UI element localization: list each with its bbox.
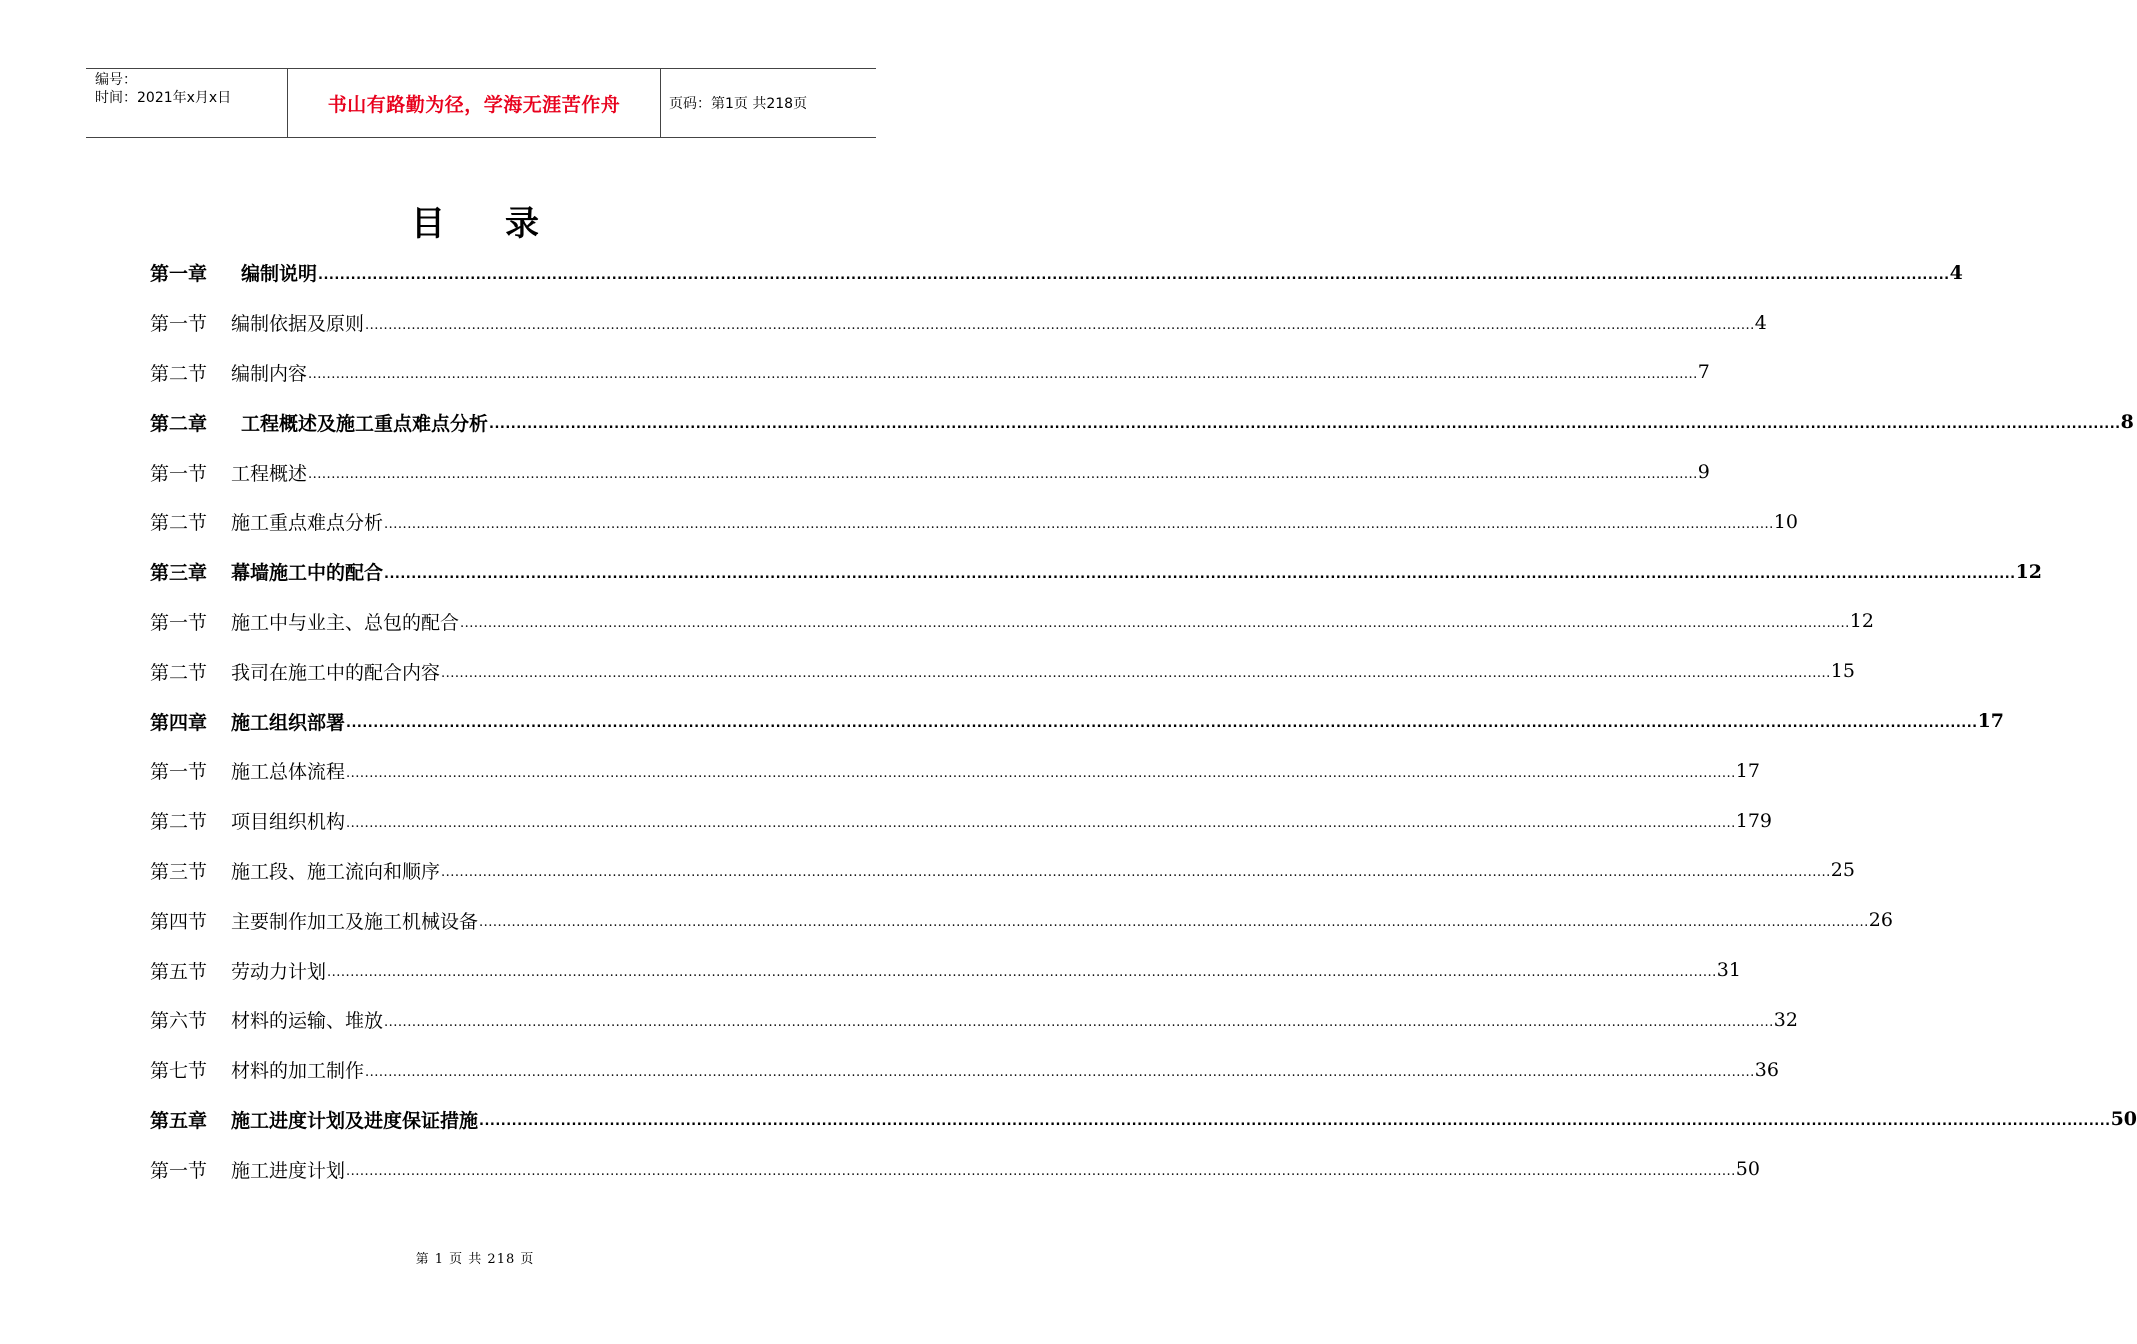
- toc-leader-dots: ............................................................................................................................................................................................................................................................................................................: [308, 367, 1698, 383]
- toc-leader-dots: ............................................................................................................................................................................................................................................................................................................: [479, 915, 1869, 931]
- toc-entry-number: 第一节: [150, 462, 208, 485]
- toc-entry-title: 工程概述及施工重点难点分析: [241, 412, 489, 435]
- toc-entry-page: 12: [1849, 610, 1874, 633]
- toc-section-entry[interactable]: [150, 945, 1741, 995]
- toc-entry-page: 25: [1830, 859, 1855, 882]
- toc-chapter-entry[interactable]: [150, 547, 2043, 597]
- header-time-label: 时间：2021年x月x日: [95, 90, 232, 106]
- toc-leader-dots: ............................................................................................................................................................................................................................................................................................................: [365, 317, 1755, 333]
- toc-entry-page: 179: [1735, 809, 1772, 832]
- toc-leader-dots: ............................................................................................................................................................................................................................................................................................................: [318, 267, 1950, 283]
- toc-entry-title: 编制内容: [231, 362, 308, 385]
- toc-entry-number: 第三章: [150, 562, 208, 585]
- toc-entry-page: 9: [1697, 461, 1710, 484]
- header-motto: 书山有路勤为径，学海无涯苦作舟: [287, 69, 661, 137]
- toc-section-entry[interactable]: [150, 846, 1855, 896]
- toc-entry-page: 12: [2015, 560, 2043, 583]
- toc-entry-page: 50: [1735, 1158, 1760, 1181]
- toc-entry-number: 第五章: [150, 1109, 208, 1132]
- toc-leader-dots: ............................................................................................................................................................................................................................................................................................................: [460, 616, 1850, 632]
- toc-section-entry[interactable]: [150, 1045, 1779, 1095]
- page-footer: 第 1 页 共 218 页: [415, 1252, 535, 1267]
- toc-section-entry[interactable]: [150, 447, 1710, 497]
- toc-entry-page: 50: [2110, 1108, 2137, 1131]
- toc-section-entry[interactable]: [150, 1144, 1760, 1194]
- toc-entry-number: 第七节: [150, 1060, 208, 1083]
- toc-entry-title: 主要制作加工及施工机械设备: [231, 910, 479, 933]
- toc-entry-number: 第一节: [150, 761, 208, 784]
- toc-entry-number: 第二节: [150, 811, 208, 834]
- toc-chapter-entry[interactable]: [150, 696, 2005, 746]
- toc-entry-number: 第一节: [150, 611, 208, 634]
- header-meta: [86, 69, 287, 137]
- toc-leader-dots: ............................................................................................................................................................................................................................................................................................................: [308, 467, 1698, 483]
- toc-entry-title: 施工组织部署: [231, 711, 346, 734]
- document-header: [86, 68, 876, 138]
- toc-entry-number: 第一章: [150, 263, 208, 286]
- toc-leader-dots: ............................................................................................................................................................................................................................................................................................................: [346, 815, 1736, 831]
- toc-leader-dots: ............................................................................................................................................................................................................................................................................................................: [346, 765, 1736, 781]
- toc-entry-page: 26: [1868, 909, 1893, 932]
- toc-leader-dots: ............................................................................................................................................................................................................................................................................................................: [346, 716, 1978, 732]
- toc-entry-number: 第二节: [150, 512, 208, 535]
- toc-entry-page: 17: [1735, 759, 1760, 782]
- toc-entry-number: 第一节: [150, 313, 208, 336]
- toc-entry-title: 我司在施工中的配合内容: [231, 661, 441, 684]
- toc-leader-dots: ............................................................................................................................................................................................................................................................................................................: [441, 666, 1831, 682]
- toc-entry-number: 第二章: [150, 412, 208, 435]
- toc-section-entry[interactable]: [150, 298, 1767, 348]
- toc-entry-number: 第四章: [150, 711, 208, 734]
- toc-section-entry[interactable]: [150, 995, 1798, 1045]
- toc-entry-title: 施工进度计划: [231, 1159, 346, 1182]
- toc-leader-dots: ............................................................................................................................................................................................................................................................................................................: [489, 417, 2121, 433]
- toc-entry-title: 施工进度计划及进度保证措施: [231, 1109, 479, 1132]
- toc-entry-page: 17: [1977, 710, 2005, 733]
- toc-leader-dots: ............................................................................................................................................................................................................................................................................................................: [384, 1014, 1774, 1030]
- toc-entry-title: 施工段、施工流向和顺序: [231, 860, 441, 883]
- toc-section-entry[interactable]: [150, 597, 1874, 647]
- header-number-label: 编号：: [95, 72, 137, 88]
- toc-chapter-entry[interactable]: [150, 248, 1963, 298]
- toc-entry-page: 10: [1773, 510, 1798, 533]
- toc-entry-title: 编制说明: [241, 263, 318, 286]
- toc-entry-title: 项目组织机构: [231, 811, 346, 834]
- toc-entry-number: 第五节: [150, 960, 208, 983]
- toc-leader-dots: ............................................................................................................................................................................................................................................................................................................: [384, 566, 2016, 582]
- toc-entry-page: 8: [2120, 411, 2134, 434]
- toc-section-entry[interactable]: [150, 646, 1855, 696]
- toc-section-entry[interactable]: [150, 348, 1710, 398]
- toc-chapter-entry[interactable]: [150, 1095, 2137, 1145]
- toc-entry-title: 幕墙施工中的配合: [231, 562, 384, 585]
- toc-leader-dots: ............................................................................................................................................................................................................................................................................................................: [384, 516, 1774, 532]
- toc-entry-page: 4: [1949, 261, 1963, 284]
- toc-entry-title: 施工重点难点分析: [231, 512, 384, 535]
- toc-entry-number: 第二节: [150, 661, 208, 684]
- toc-entry-title: 施工总体流程: [231, 761, 346, 784]
- toc-section-entry[interactable]: [150, 497, 1798, 547]
- toc-entry-title: 材料的运输、堆放: [231, 1010, 384, 1033]
- toc-entry-title: 工程概述: [231, 462, 308, 485]
- page-title: 目录: [411, 204, 599, 244]
- toc-leader-dots: ............................................................................................................................................................................................................................................................................................................: [479, 1114, 2111, 1130]
- toc-leader-dots: ............................................................................................................................................................................................................................................................................................................: [327, 965, 1717, 981]
- header-page-info: 页码：第1页 共218页: [669, 96, 808, 112]
- toc-entry-number: 第一节: [150, 1159, 208, 1182]
- toc-section-entry[interactable]: [150, 895, 1893, 945]
- toc-entry-page: 4: [1754, 311, 1767, 334]
- toc-leader-dots: ............................................................................................................................................................................................................................................................................................................: [365, 1064, 1755, 1080]
- toc-section-entry[interactable]: [150, 746, 1760, 796]
- toc-entry-number: 第四节: [150, 910, 208, 933]
- toc-entry-page: 36: [1754, 1058, 1779, 1081]
- toc-chapter-entry[interactable]: [150, 397, 2134, 447]
- toc-entry-title: 编制依据及原则: [231, 313, 365, 336]
- toc-entry-number: 第二节: [150, 362, 208, 385]
- toc-entry-page: 7: [1697, 361, 1710, 384]
- toc-section-entry[interactable]: [150, 796, 1772, 846]
- toc-leader-dots: ............................................................................................................................................................................................................................................................................................................: [346, 1164, 1736, 1180]
- toc-entry-page: 15: [1830, 660, 1855, 683]
- toc-entry-page: 32: [1773, 1008, 1798, 1031]
- toc-entry-title: 材料的加工制作: [231, 1060, 365, 1083]
- toc-entry-number: 第三节: [150, 860, 208, 883]
- toc-entry-number: 第六节: [150, 1010, 208, 1033]
- toc-leader-dots: ............................................................................................................................................................................................................................................................................................................: [441, 865, 1831, 881]
- table-of-contents: [150, 248, 2137, 1194]
- toc-entry-title: 施工中与业主、总包的配合: [231, 611, 460, 634]
- toc-entry-page: 31: [1716, 959, 1741, 982]
- toc-entry-title: 劳动力计划: [231, 960, 327, 983]
